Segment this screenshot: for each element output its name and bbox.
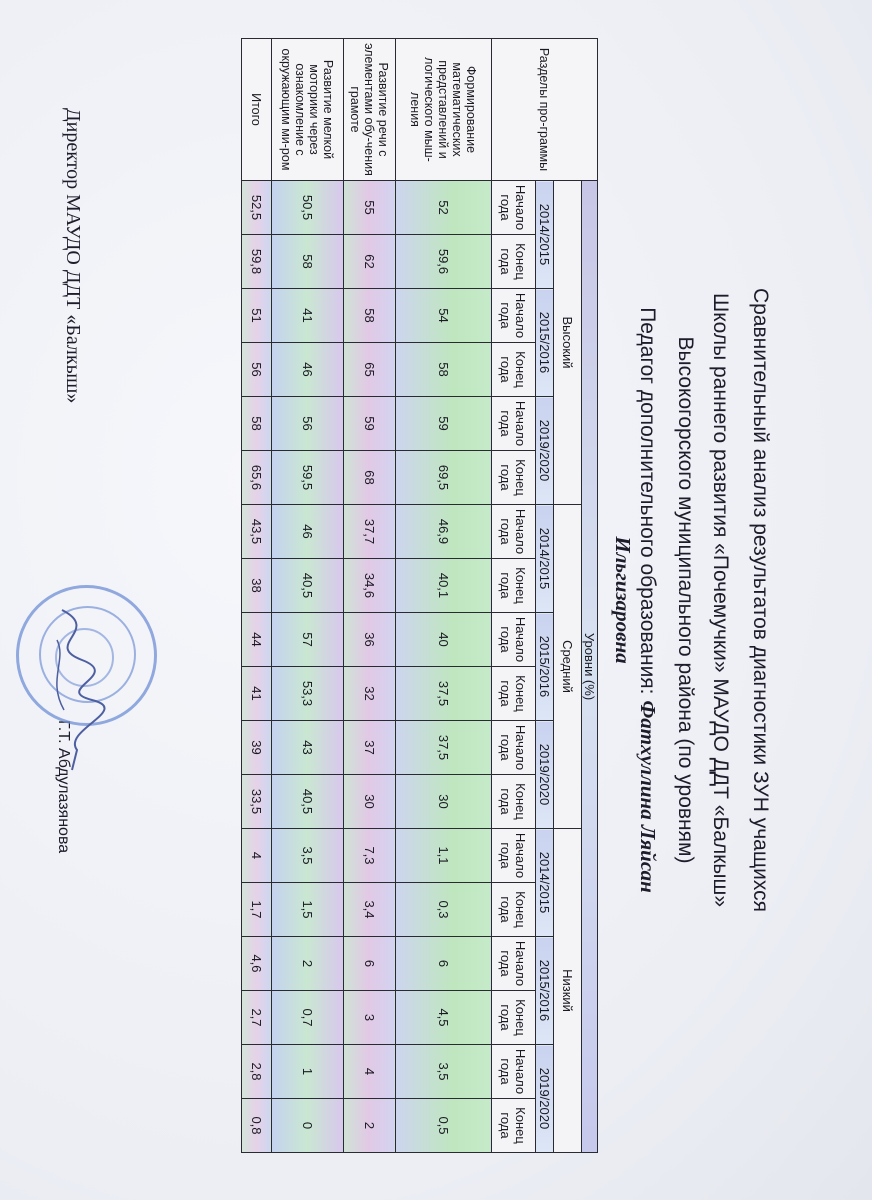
table-row	[396, 39, 492, 1153]
value-cell: 0,5	[396, 1099, 492, 1153]
value-cell: 58	[396, 343, 492, 397]
period-end-header: Конец года	[492, 667, 536, 721]
value-cell: 1	[272, 1045, 344, 1099]
levels-header: Уровни (%)	[582, 181, 598, 1153]
value-cell: 46	[272, 343, 344, 397]
section-name: Развитие речи с элементами обу-чения грамоте	[344, 39, 396, 181]
value-cell: 37	[344, 721, 396, 775]
section-name: Развитие мелкой моторики через ознакомление с окружающим ми-ром	[272, 39, 344, 181]
teacher-line	[610, 250, 660, 950]
value-cell: 1,5	[272, 883, 344, 937]
section-name: Итого	[242, 39, 272, 181]
period-start-header: Начало года	[492, 505, 536, 559]
value-cell: 37,5	[396, 721, 492, 775]
level-high: Высокий	[554, 181, 582, 505]
table-row	[272, 39, 344, 1153]
period-end-header: Конец года	[492, 451, 536, 505]
value-cell: 57	[272, 613, 344, 667]
period-end-header: Конец года	[492, 235, 536, 289]
value-cell: 51	[242, 289, 272, 343]
value-cell: 3,5	[272, 829, 344, 883]
value-cell: 3,4	[344, 883, 396, 937]
value-cell: 4	[242, 829, 272, 883]
year-header: 2019/2020	[536, 721, 554, 829]
value-cell: 0,7	[272, 991, 344, 1045]
period-end-header: Конец года	[492, 1099, 536, 1153]
value-cell: 4,6	[242, 937, 272, 991]
director-label: Директор МАУДО ДДТ «Балкыш»	[62, 108, 84, 404]
teacher-name: Фатхуллина Ляйсан Ильгизаровна	[611, 536, 660, 893]
title-block	[612, 0, 872, 1200]
period-start-header: Начало года	[492, 289, 536, 343]
section-name: Формирование математических представлений и логического мыш-ления	[396, 39, 492, 181]
value-cell: 0	[272, 1099, 344, 1153]
value-cell: 2,8	[242, 1045, 272, 1099]
value-cell: 58	[242, 397, 272, 451]
period-start-header: Начало года	[492, 613, 536, 667]
value-cell: 6	[344, 937, 396, 991]
value-cell: 0,8	[242, 1099, 272, 1153]
value-cell: 33,5	[242, 775, 272, 829]
value-cell: 40,5	[272, 559, 344, 613]
results-table	[241, 38, 598, 1153]
value-cell: 36	[344, 613, 396, 667]
value-cell: 46	[272, 505, 344, 559]
year-header: 2015/2016	[536, 937, 554, 1045]
value-cell: 58	[272, 235, 344, 289]
section-column-header: Разделы про-граммы	[492, 39, 598, 181]
value-cell: 3	[344, 991, 396, 1045]
teacher-label: Педагог дополнительного образования:	[636, 307, 659, 695]
value-cell: 58	[344, 289, 396, 343]
value-cell: 55	[344, 181, 396, 235]
title-line-2: Школы раннего развития «Почемучки» МАУДО ДДТ «Балкыш»	[709, 292, 732, 908]
period-end-header: Конец года	[492, 775, 536, 829]
value-cell: 59	[396, 397, 492, 451]
year-header: 2019/2020	[536, 1045, 554, 1153]
value-cell: 37,7	[344, 505, 396, 559]
value-cell: 30	[344, 775, 396, 829]
value-cell: 56	[242, 343, 272, 397]
year-header: 2014/2015	[536, 829, 554, 937]
value-cell: 3,5	[396, 1045, 492, 1099]
value-cell: 65,6	[242, 451, 272, 505]
value-cell: 40,5	[272, 775, 344, 829]
director-name: Г.Т. Абдулазянова	[55, 720, 72, 854]
value-cell: 59,5	[272, 451, 344, 505]
value-cell: 2,7	[242, 991, 272, 1045]
table-row	[344, 39, 396, 1153]
period-start-header: Начало года	[492, 181, 536, 235]
period-start-header: Начало года	[492, 397, 536, 451]
period-end-header: Конец года	[492, 883, 536, 937]
year-header: 2015/2016	[536, 613, 554, 721]
period-end-header: Конец года	[492, 559, 536, 613]
value-cell: 44	[242, 613, 272, 667]
value-cell: 59	[344, 397, 396, 451]
value-cell: 69,5	[396, 451, 492, 505]
level-low: Низкий	[554, 829, 582, 1153]
title-line-3: Высокогорского муниципального района (по уровням)	[674, 336, 697, 864]
handwritten-signature	[32, 600, 122, 780]
value-cell: 59,6	[396, 235, 492, 289]
value-cell: 7,3	[344, 829, 396, 883]
table-row	[242, 39, 272, 1153]
value-cell: 34,6	[344, 559, 396, 613]
value-cell: 4,5	[396, 991, 492, 1045]
value-cell: 56	[272, 397, 344, 451]
value-cell: 4	[344, 1045, 396, 1099]
period-end-header: Конец года	[492, 343, 536, 397]
value-cell: 41	[242, 667, 272, 721]
value-cell: 1,1	[396, 829, 492, 883]
level-medium: Средний	[554, 505, 582, 829]
year-header: 2014/2015	[536, 505, 554, 613]
value-cell: 41	[272, 289, 344, 343]
value-cell: 52	[396, 181, 492, 235]
value-cell: 30	[396, 775, 492, 829]
value-cell: 46,9	[396, 505, 492, 559]
value-cell: 62	[344, 235, 396, 289]
value-cell: 1,7	[242, 883, 272, 937]
value-cell: 43	[272, 721, 344, 775]
period-end-header: Конец года	[492, 991, 536, 1045]
period-start-header: Начало года	[492, 721, 536, 775]
value-cell: 40	[396, 613, 492, 667]
value-cell: 38	[242, 559, 272, 613]
year-header: 2019/2020	[536, 397, 554, 505]
value-cell: 65	[344, 343, 396, 397]
period-start-header: Начало года	[492, 829, 536, 883]
value-cell: 54	[396, 289, 492, 343]
value-cell: 68	[344, 451, 396, 505]
value-cell: 2	[272, 937, 344, 991]
value-cell: 52,5	[242, 181, 272, 235]
title-line-1: Сравнительный анализ результатов диагностики ЗУН учащихся	[749, 287, 772, 912]
value-cell: 50,5	[272, 181, 344, 235]
value-cell: 37,5	[396, 667, 492, 721]
period-start-header: Начало года	[492, 937, 536, 991]
value-cell: 6	[396, 937, 492, 991]
year-header: 2014/2015	[536, 181, 554, 289]
year-header: 2015/2016	[536, 289, 554, 397]
value-cell: 32	[344, 667, 396, 721]
value-cell: 59,8	[242, 235, 272, 289]
value-cell: 43,5	[242, 505, 272, 559]
value-cell: 0,3	[396, 883, 492, 937]
value-cell: 39	[242, 721, 272, 775]
value-cell: 40,1	[396, 559, 492, 613]
period-start-header: Начало года	[492, 1045, 536, 1099]
value-cell: 2	[344, 1099, 396, 1153]
value-cell: 53,3	[272, 667, 344, 721]
